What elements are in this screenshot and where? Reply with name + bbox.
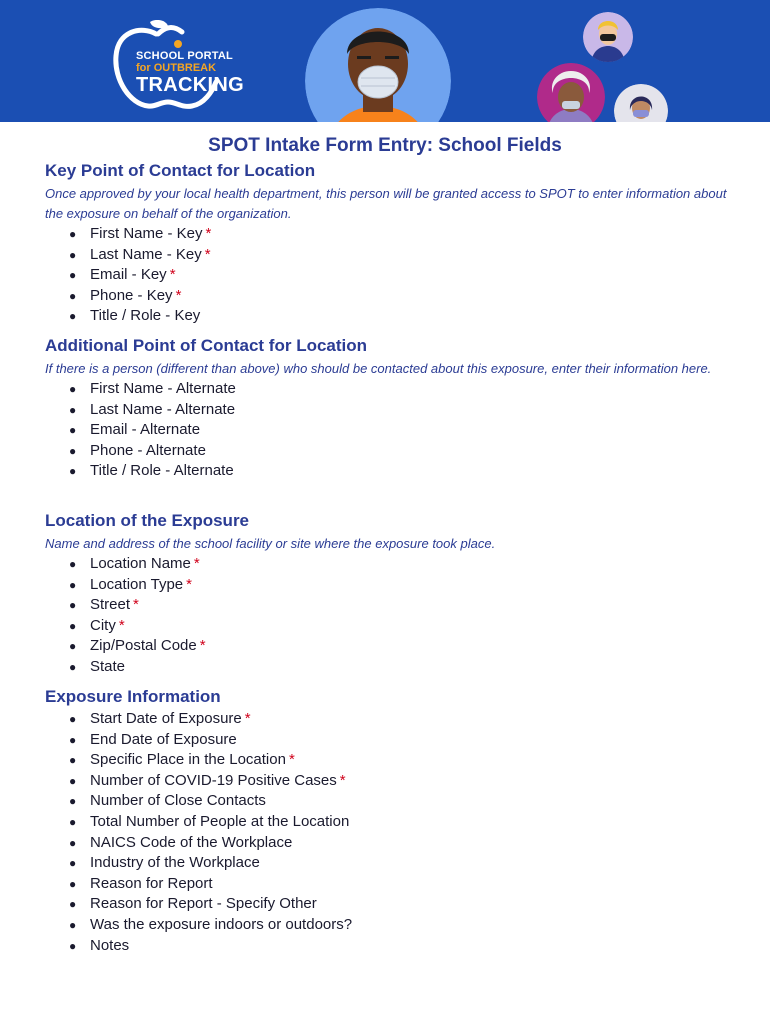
field-label: NAICS Code of the Workplace	[90, 833, 293, 851]
bullet-icon: ●	[69, 464, 77, 479]
bullet-icon: ●	[69, 856, 77, 871]
bullet-icon: ●	[69, 402, 77, 417]
bullet-icon: ●	[69, 423, 77, 438]
bullet-icon: ●	[69, 794, 77, 809]
field-label: First Name - Alternate	[90, 380, 236, 397]
section-location	[45, 510, 745, 678]
list-item	[45, 812, 745, 833]
list-item	[45, 636, 745, 657]
bullet-icon: ●	[69, 288, 77, 303]
field-label: City	[90, 616, 116, 634]
list-item	[45, 286, 745, 307]
list-item	[45, 750, 745, 771]
list-item	[45, 915, 745, 936]
field-label: Start Date of Exposure	[90, 710, 242, 727]
list-item	[45, 894, 745, 915]
required-marker: *	[244, 710, 251, 727]
bullet-icon: ●	[69, 268, 77, 283]
bullet-icon: ●	[69, 773, 77, 788]
list-item	[45, 791, 745, 812]
bullet-icon: ●	[69, 382, 77, 396]
list-item	[45, 245, 745, 266]
field-label: Zip/Postal Code	[90, 637, 197, 655]
bullet-icon: ●	[69, 897, 77, 912]
bullet-icon: ●	[69, 835, 77, 850]
bullet-icon: ●	[69, 639, 77, 654]
section-description: Name and address of the school facility or site where the exposure took place.	[45, 536, 496, 551]
list-item	[45, 554, 745, 575]
bullet-icon: ●	[69, 227, 77, 241]
bullet-icon: ●	[69, 876, 77, 891]
person-avatar-blond	[583, 12, 633, 62]
field-list	[45, 554, 745, 678]
bullet-icon: ●	[69, 247, 77, 262]
field-label: Location Name	[90, 555, 191, 572]
required-marker: *	[205, 225, 212, 242]
bullet-icon: ●	[69, 598, 77, 613]
field-label: Industry of the Workplace	[90, 854, 260, 872]
required-marker: *	[118, 616, 125, 634]
bullet-icon: ●	[69, 659, 77, 674]
field-label: Street	[90, 596, 131, 614]
section-additional-contact	[45, 335, 745, 482]
field-label: Phone - Key	[90, 286, 173, 304]
list-item	[45, 441, 745, 462]
section-heading: Additional Point of Contact for Location	[45, 336, 368, 355]
list-item	[45, 833, 745, 854]
list-item	[45, 874, 745, 895]
field-label: Last Name - Key	[90, 245, 202, 263]
field-label: State	[90, 657, 126, 675]
field-label: Total Number of People at the Location	[90, 812, 350, 830]
logo-line-1: SCHOOL PORTAL	[136, 50, 233, 62]
list-item	[45, 461, 745, 482]
logo-line-3: TRACKING	[136, 74, 244, 96]
field-label: End Date of Exposure	[90, 730, 237, 748]
bullet-icon: ●	[69, 557, 77, 571]
list-item	[45, 709, 745, 730]
form-document	[0, 122, 770, 1024]
field-label: Number of COVID-19 Positive Cases	[90, 771, 337, 789]
field-label: Reason for Report	[90, 874, 213, 892]
spot-logo	[112, 20, 242, 110]
field-label: First Name - Key	[90, 225, 203, 242]
bullet-icon: ●	[69, 732, 77, 747]
required-marker: *	[175, 286, 182, 304]
field-label: Phone - Alternate	[90, 441, 206, 459]
field-label: Was the exposure indoors or outdoors?	[90, 915, 353, 933]
bullet-icon: ●	[69, 753, 77, 768]
required-marker: *	[169, 266, 176, 284]
field-label: Email - Key	[90, 266, 167, 284]
list-item	[45, 730, 745, 751]
section-description: If there is a person (different than above) who should be contacted about this exposure, enter their information here.	[45, 361, 712, 376]
field-label: Title / Role - Alternate	[90, 462, 234, 480]
list-item	[45, 265, 745, 286]
person-avatar-elderly	[537, 63, 605, 122]
field-list	[45, 709, 745, 956]
section-exposure-info	[45, 686, 745, 956]
field-label: Reason for Report - Specify Other	[90, 895, 317, 913]
bullet-icon: ●	[69, 577, 77, 592]
field-label: Email - Alternate	[90, 421, 201, 439]
required-marker: *	[133, 596, 139, 614]
masked-person-illustration	[305, 8, 451, 122]
bullet-icon: ●	[69, 938, 77, 953]
section-key-contact	[45, 160, 745, 327]
list-item	[45, 379, 745, 400]
bullet-icon: ●	[69, 814, 77, 829]
required-marker: *	[193, 555, 200, 572]
person-avatar-woman	[614, 84, 668, 122]
required-marker: *	[186, 575, 192, 593]
list-item	[45, 936, 745, 957]
bullet-icon: ●	[69, 443, 77, 458]
list-item	[45, 575, 745, 596]
field-label: Location Type	[90, 575, 184, 593]
field-label: Specific Place in the Location	[90, 751, 286, 769]
logo-line-2: for OUTBREAK	[136, 62, 217, 74]
list-item	[45, 306, 745, 327]
required-marker: *	[199, 637, 206, 655]
required-marker: *	[339, 771, 346, 789]
page-title: SPOT Intake Form Entry: School Fields	[208, 135, 562, 156]
list-item	[45, 771, 745, 792]
field-list	[45, 379, 745, 482]
section-heading: Exposure Information	[45, 687, 221, 706]
section-heading: Location of the Exposure	[45, 511, 250, 530]
bullet-icon: ●	[69, 712, 77, 726]
field-label: Last Name - Alternate	[90, 400, 236, 418]
list-item	[45, 400, 745, 421]
section-heading: Key Point of Contact for Location	[45, 161, 316, 180]
bullet-icon: ●	[69, 917, 77, 932]
bullet-icon: ●	[69, 618, 77, 633]
bullet-icon: ●	[69, 309, 77, 324]
list-item	[45, 657, 745, 678]
list-item	[45, 224, 745, 245]
header-banner	[0, 0, 770, 122]
list-item	[45, 853, 745, 874]
field-label: Number of Close Contacts	[90, 792, 266, 810]
list-item	[45, 616, 745, 637]
section-description: Once approved by your local health department, this person will be granted access to SPOT to enter information about the exposure on behalf of the organization.	[45, 186, 727, 221]
list-item	[45, 420, 745, 441]
required-marker: *	[204, 245, 211, 263]
list-item	[45, 595, 745, 616]
field-label: Notes	[90, 936, 130, 954]
field-list	[45, 224, 745, 327]
field-label: Title / Role - Key	[90, 307, 201, 325]
required-marker: *	[288, 751, 295, 769]
